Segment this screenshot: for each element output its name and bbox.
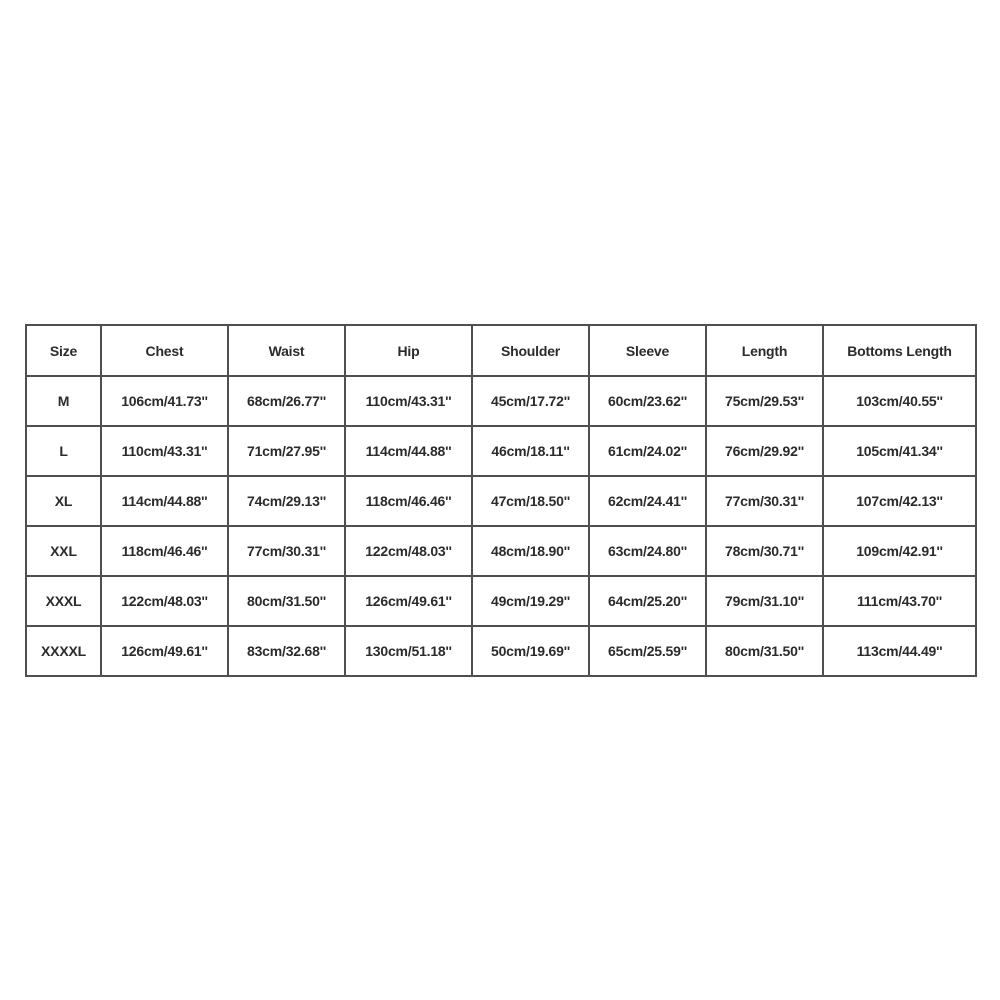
table-cell-sleeve-xl: 62cm/24.41'' bbox=[588, 475, 707, 527]
header-cell-chest: Chest bbox=[100, 324, 229, 377]
header-cell-sleeve: Sleeve bbox=[588, 324, 707, 377]
table-cell-chest-xxxxl: 126cm/49.61'' bbox=[100, 625, 229, 677]
size-label-xxxl: XXXL bbox=[25, 575, 102, 627]
table-cell-hip-xxxl: 126cm/49.61'' bbox=[344, 575, 473, 627]
table-cell-length-xl: 77cm/30.31'' bbox=[705, 475, 824, 527]
table-cell-bottoms-length-xxxxl: 113cm/44.49'' bbox=[822, 625, 977, 677]
table-cell-length-xxl: 78cm/30.71'' bbox=[705, 525, 824, 577]
table-cell-waist-xl: 74cm/29.13'' bbox=[227, 475, 346, 527]
table-cell-bottoms-length-xl: 107cm/42.13'' bbox=[822, 475, 977, 527]
table-cell-bottoms-length-l: 105cm/41.34'' bbox=[822, 425, 977, 477]
table-cell-waist-m: 68cm/26.77'' bbox=[227, 375, 346, 427]
table-cell-shoulder-m: 45cm/17.72'' bbox=[471, 375, 590, 427]
size-label-xxl: XXL bbox=[25, 525, 102, 577]
table-cell-sleeve-xxxl: 64cm/25.20'' bbox=[588, 575, 707, 627]
size-label-m: M bbox=[25, 375, 102, 427]
table-cell-bottoms-length-xxl: 109cm/42.91'' bbox=[822, 525, 977, 577]
table-cell-sleeve-m: 60cm/23.62'' bbox=[588, 375, 707, 427]
size-label-l: L bbox=[25, 425, 102, 477]
table-cell-shoulder-l: 46cm/18.11'' bbox=[471, 425, 590, 477]
table-cell-hip-xxl: 122cm/48.03'' bbox=[344, 525, 473, 577]
table-cell-shoulder-xxxxl: 50cm/19.69'' bbox=[471, 625, 590, 677]
table-cell-length-l: 76cm/29.92'' bbox=[705, 425, 824, 477]
table-cell-shoulder-xxxl: 49cm/19.29'' bbox=[471, 575, 590, 627]
table-cell-waist-l: 71cm/27.95'' bbox=[227, 425, 346, 477]
table-cell-chest-m: 106cm/41.73'' bbox=[100, 375, 229, 427]
size-label-xxxxl: XXXXL bbox=[25, 625, 102, 677]
table-cell-chest-l: 110cm/43.31'' bbox=[100, 425, 229, 477]
size-label-xl: XL bbox=[25, 475, 102, 527]
table-cell-sleeve-xxl: 63cm/24.80'' bbox=[588, 525, 707, 577]
table-cell-chest-xxl: 118cm/46.46'' bbox=[100, 525, 229, 577]
table-cell-waist-xxxl: 80cm/31.50'' bbox=[227, 575, 346, 627]
table-cell-sleeve-l: 61cm/24.02'' bbox=[588, 425, 707, 477]
table-cell-length-xxxl: 79cm/31.10'' bbox=[705, 575, 824, 627]
size-chart-table bbox=[25, 324, 975, 675]
table-cell-shoulder-xl: 47cm/18.50'' bbox=[471, 475, 590, 527]
header-cell-shoulder: Shoulder bbox=[471, 324, 590, 377]
table-cell-waist-xxl: 77cm/30.31'' bbox=[227, 525, 346, 577]
table-cell-hip-xl: 118cm/46.46'' bbox=[344, 475, 473, 527]
header-cell-length: Length bbox=[705, 324, 824, 377]
header-cell-hip: Hip bbox=[344, 324, 473, 377]
table-cell-hip-l: 114cm/44.88'' bbox=[344, 425, 473, 477]
header-cell-size: Size bbox=[25, 324, 102, 377]
table-cell-chest-xxxl: 122cm/48.03'' bbox=[100, 575, 229, 627]
table-cell-shoulder-xxl: 48cm/18.90'' bbox=[471, 525, 590, 577]
table-cell-length-m: 75cm/29.53'' bbox=[705, 375, 824, 427]
table-cell-hip-m: 110cm/43.31'' bbox=[344, 375, 473, 427]
table-cell-bottoms-length-m: 103cm/40.55'' bbox=[822, 375, 977, 427]
header-cell-bottoms-length: Bottoms Length bbox=[822, 324, 977, 377]
table-cell-hip-xxxxl: 130cm/51.18'' bbox=[344, 625, 473, 677]
table-cell-sleeve-xxxxl: 65cm/25.59'' bbox=[588, 625, 707, 677]
table-cell-waist-xxxxl: 83cm/32.68'' bbox=[227, 625, 346, 677]
header-cell-waist: Waist bbox=[227, 324, 346, 377]
table-cell-chest-xl: 114cm/44.88'' bbox=[100, 475, 229, 527]
table-cell-bottoms-length-xxxl: 111cm/43.70'' bbox=[822, 575, 977, 627]
table-cell-length-xxxxl: 80cm/31.50'' bbox=[705, 625, 824, 677]
